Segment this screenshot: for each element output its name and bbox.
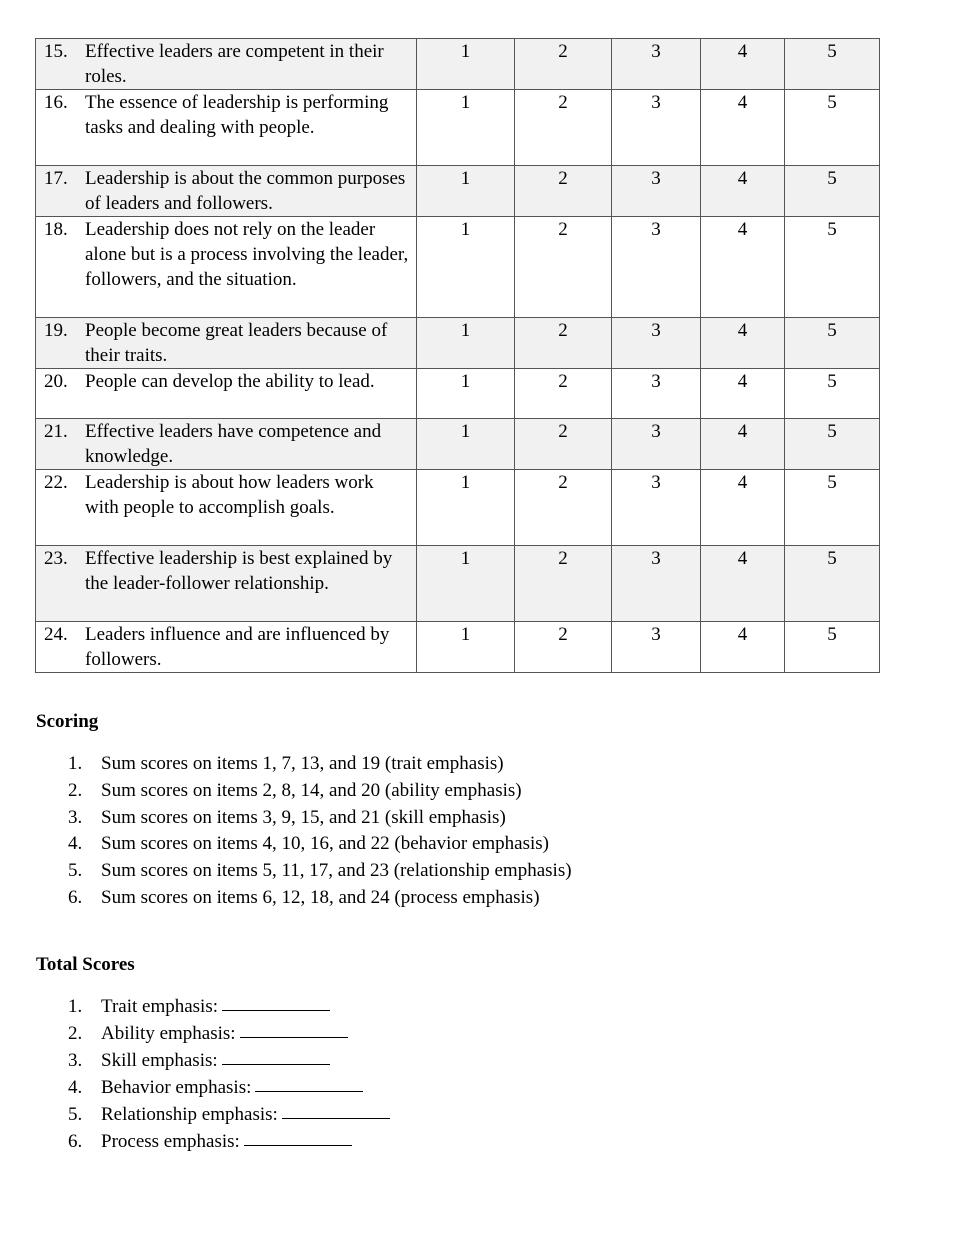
rating-option-3[interactable]: 3	[612, 39, 701, 90]
rating-option-3[interactable]: 3	[612, 546, 701, 622]
scoring-item	[68, 751, 572, 778]
rating-option-5[interactable]: 5	[785, 470, 880, 546]
item-statement: Leadership is about the common purposes of leaders and followers.	[85, 168, 406, 214]
rating-option-2[interactable]: 2	[515, 622, 612, 673]
total-item-label: Trait emphasis:	[101, 996, 218, 1017]
rating-option-4[interactable]: 4	[701, 166, 785, 217]
rating-option-5[interactable]: 5	[785, 622, 880, 673]
rating-option-2[interactable]: 2	[515, 217, 612, 318]
scoring-item-number: 5.	[68, 860, 83, 882]
survey-row	[36, 217, 880, 318]
rating-option-1[interactable]: 1	[417, 369, 515, 419]
scoring-item	[68, 831, 572, 858]
item-statement: Effective leaders have competence and knowledge.	[85, 421, 382, 467]
scoring-item-number: 1.	[68, 753, 83, 774]
survey-row	[36, 546, 880, 622]
item-statement: Leaders influence and are influenced by followers.	[85, 624, 390, 670]
total-item-number: 2.	[68, 1023, 83, 1044]
statement-cell	[36, 546, 417, 622]
rating-option-2[interactable]: 2	[515, 39, 612, 90]
total-item-label: Relationship emphasis:	[101, 1104, 278, 1125]
total-score-item	[68, 1074, 390, 1101]
statement-cell	[36, 419, 417, 470]
scoring-item-text: Sum scores on items 2, 8, 14, and 20 (ability emphasis)	[101, 779, 522, 801]
total-item-label: Skill emphasis:	[101, 1050, 218, 1071]
scoring-title: Scoring	[36, 711, 99, 732]
scoring-item	[68, 778, 572, 805]
item-statement: Effective leadership is best explained by the leader-follower relationship.	[85, 548, 393, 594]
score-blank-line[interactable]	[240, 1020, 348, 1038]
score-blank-line[interactable]	[222, 1047, 330, 1065]
score-blank-line[interactable]	[244, 1128, 352, 1146]
score-blank-line[interactable]	[255, 1074, 363, 1092]
statement-cell	[36, 217, 417, 318]
item-number: 21.	[44, 421, 68, 442]
rating-option-4[interactable]: 4	[701, 622, 785, 673]
item-statement: People can develop the ability to lead.	[85, 371, 375, 392]
score-blank-line[interactable]	[282, 1101, 390, 1119]
rating-option-3[interactable]: 3	[612, 369, 701, 419]
rating-option-4[interactable]: 4	[701, 546, 785, 622]
item-statement: People become great leaders because of their traits.	[85, 320, 388, 366]
rating-option-3[interactable]: 3	[612, 419, 701, 470]
scoring-item-number: 3.	[68, 806, 83, 828]
rating-option-2[interactable]: 2	[515, 470, 612, 546]
total-item-label: Ability emphasis:	[101, 1023, 236, 1044]
item-number: 15.	[44, 41, 68, 62]
rating-option-3[interactable]: 3	[612, 622, 701, 673]
statement-cell	[36, 39, 417, 90]
rating-option-1[interactable]: 1	[417, 419, 515, 470]
statement-cell	[36, 470, 417, 546]
rating-option-1[interactable]: 1	[417, 546, 515, 622]
total-score-item	[68, 1047, 390, 1074]
rating-option-1[interactable]: 1	[417, 470, 515, 546]
rating-option-4[interactable]: 4	[701, 369, 785, 419]
rating-option-3[interactable]: 3	[612, 318, 701, 369]
scoring-item-number: 4.	[68, 833, 83, 855]
rating-option-4[interactable]: 4	[701, 419, 785, 470]
total-score-item	[68, 1128, 390, 1155]
rating-option-5[interactable]: 5	[785, 90, 880, 166]
item-number: 16.	[44, 92, 68, 113]
item-statement: Leadership is about how leaders work with people to accomplish goals.	[85, 472, 374, 518]
rating-option-5[interactable]: 5	[785, 217, 880, 318]
total-item-label: Behavior emphasis:	[101, 1077, 252, 1098]
rating-option-5[interactable]: 5	[785, 369, 880, 419]
rating-option-5[interactable]: 5	[785, 39, 880, 90]
survey-row	[36, 470, 880, 546]
total-item-number: 3.	[68, 1050, 83, 1071]
statement-cell	[36, 369, 417, 419]
scoring-item-text: Sum scores on items 6, 12, 18, and 24 (process emphasis)	[101, 886, 540, 908]
item-number: 22.	[44, 472, 68, 493]
survey-row	[36, 369, 880, 419]
statement-cell	[36, 622, 417, 673]
rating-option-5[interactable]: 5	[785, 318, 880, 369]
total-score-item	[68, 1101, 390, 1128]
total-score-item	[68, 1020, 390, 1047]
rating-option-3[interactable]: 3	[612, 470, 701, 546]
rating-option-1[interactable]: 1	[417, 90, 515, 166]
survey-row	[36, 622, 880, 673]
survey-row	[36, 318, 880, 369]
rating-option-1[interactable]: 1	[417, 166, 515, 217]
total-item-number: 5.	[68, 1104, 83, 1125]
rating-option-4[interactable]: 4	[701, 39, 785, 90]
survey-row	[36, 39, 880, 90]
scoring-item	[68, 805, 572, 832]
rating-option-3[interactable]: 3	[612, 217, 701, 318]
scoring-item-text: Sum scores on items 3, 9, 15, and 21 (skill emphasis)	[101, 806, 506, 828]
rating-option-4[interactable]: 4	[701, 318, 785, 369]
statement-cell	[36, 318, 417, 369]
item-statement: Effective leaders are competent in their roles.	[85, 41, 384, 87]
survey-row	[36, 166, 880, 217]
statement-cell	[36, 166, 417, 217]
scoring-item-number: 6.	[68, 886, 83, 908]
rating-option-4[interactable]: 4	[701, 90, 785, 166]
scoring-list	[68, 751, 572, 912]
total-item-number: 1.	[68, 996, 83, 1017]
rating-option-1[interactable]: 1	[417, 622, 515, 673]
item-number: 19.	[44, 320, 68, 341]
rating-option-2[interactable]: 2	[515, 166, 612, 217]
item-number: 23.	[44, 548, 68, 569]
total-score-item	[68, 993, 390, 1020]
rating-option-1[interactable]: 1	[417, 318, 515, 369]
rating-option-2[interactable]: 2	[515, 369, 612, 419]
scoring-item	[68, 885, 572, 912]
scoring-item-number: 2.	[68, 779, 83, 801]
scoring-item-text: Sum scores on items 5, 11, 17, and 23 (relationship emphasis)	[101, 860, 572, 882]
rating-option-4[interactable]: 4	[701, 217, 785, 318]
item-statement: The essence of leadership is performing tasks and dealing with people.	[85, 92, 389, 138]
statement-cell	[36, 90, 417, 166]
total-item-number: 4.	[68, 1077, 83, 1098]
score-blank-line[interactable]	[222, 993, 330, 1011]
rating-option-2[interactable]: 2	[515, 419, 612, 470]
rating-option-3[interactable]: 3	[612, 90, 701, 166]
rating-option-5[interactable]: 5	[785, 419, 880, 470]
survey-table	[35, 38, 880, 673]
item-number: 20.	[44, 371, 68, 392]
survey-row	[36, 419, 880, 470]
scoring-item-text: Sum scores on items 4, 10, 16, and 22 (behavior emphasis)	[101, 833, 550, 855]
scoring-item-text: Sum scores on items 1, 7, 13, and 19 (trait emphasis)	[101, 753, 504, 774]
survey-row	[36, 90, 880, 166]
item-number: 24.	[44, 624, 68, 645]
item-statement: Leadership does not rely on the leader alone but is a process involving the leader, followers, and the situation.	[85, 219, 409, 290]
total-item-number: 6.	[68, 1131, 83, 1152]
rating-option-1[interactable]: 1	[417, 39, 515, 90]
rating-option-4[interactable]: 4	[701, 470, 785, 546]
rating-option-2[interactable]: 2	[515, 546, 612, 622]
rating-option-3[interactable]: 3	[612, 166, 701, 217]
total-scores-title: Total Scores	[36, 954, 135, 975]
rating-option-2[interactable]: 2	[515, 90, 612, 166]
total-scores-list	[68, 993, 390, 1155]
rating-option-1[interactable]: 1	[417, 217, 515, 318]
item-number: 18.	[44, 219, 68, 240]
scoring-item	[68, 858, 572, 885]
item-number: 17.	[44, 168, 68, 189]
rating-option-5[interactable]: 5	[785, 166, 880, 217]
rating-option-5[interactable]: 5	[785, 546, 880, 622]
total-item-label: Process emphasis:	[101, 1131, 240, 1152]
rating-option-2[interactable]: 2	[515, 318, 612, 369]
